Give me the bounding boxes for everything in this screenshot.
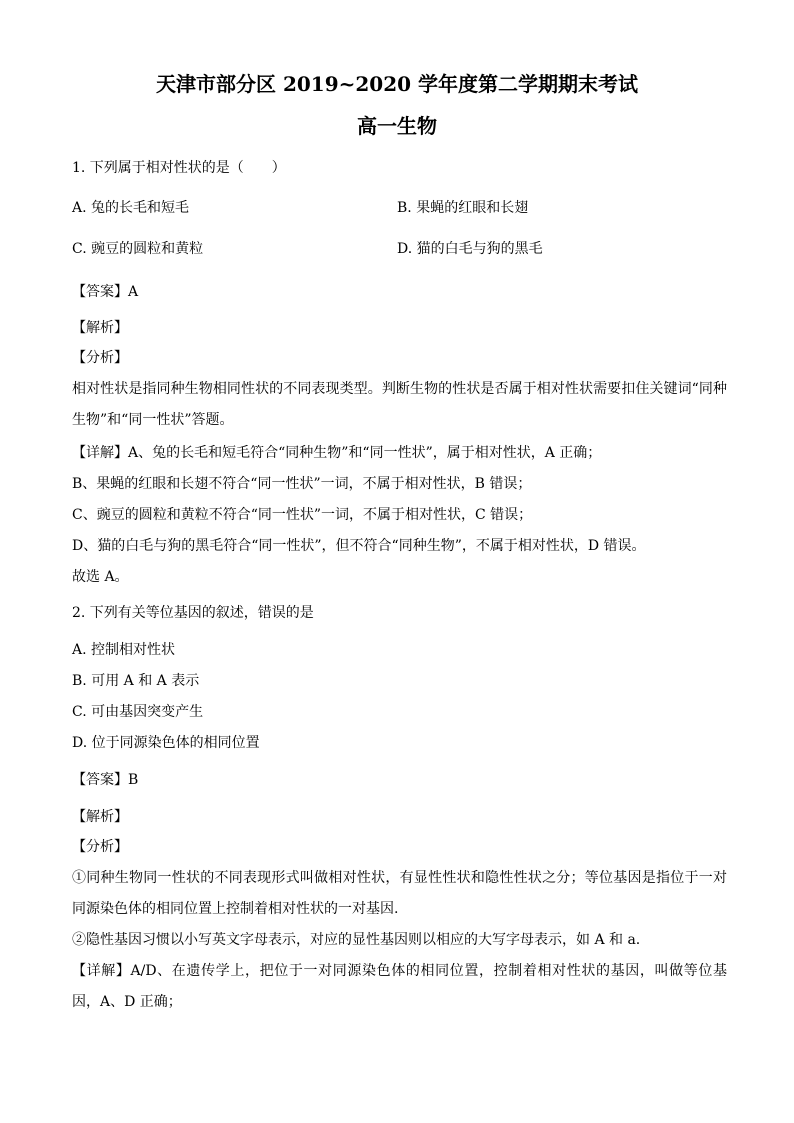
q1-detail-c: C、豌豆的圆粒和黄粒不符合“同一性状”一词，不属于相对性状，C 错误； bbox=[72, 507, 533, 523]
q1-detail-a: 【详解】A、兔的长毛和短毛符合“同种生物”和“同一性状”，属于相对性状，A 正确； bbox=[72, 445, 602, 461]
q2-option-c: C. 可由基因突变产生 bbox=[72, 704, 204, 720]
q2-detail-ad: 【详解】A/D、在遗传学上，把位于一对同源染色体的相同位置，控制着相对性状的基因，叫做等位基因，A、D 正确； bbox=[72, 963, 727, 1010]
q2-option-b: B. 可用 A 和 A 表示 bbox=[72, 673, 200, 689]
q1-detail-b: B、果蝇的红眼和长翅不符合“同一性状”一词，不属于相对性状，B 错误； bbox=[72, 476, 532, 492]
q1-fenxi-text: 相对性状是指同种生物相同性状的不同表现类型。判断生物的性状是否属于相对性状需要扣住关键词“同种生物”和“同一性状”答题。 bbox=[72, 381, 727, 428]
q1-option-b: B. 果蝇的红眼和长翅 bbox=[397, 200, 529, 216]
q1-option-c: C. 豌豆的圆粒和黄粒 bbox=[72, 241, 204, 257]
q1-stem: 1. 下列属于相对性状的是（ ） bbox=[72, 160, 286, 176]
q2-fenxi-label: 【分析】 bbox=[72, 839, 128, 855]
q2-answer: 【答案】B bbox=[72, 772, 139, 788]
q2-option-a: A. 控制相对性状 bbox=[72, 642, 176, 658]
q1-detail-d: D、猫的白毛与狗的黑毛符合“同一性状”，但不符合“同种生物”，不属于相对性状，D 错误。 bbox=[72, 538, 646, 554]
q1-fenxi-label: 【分析】 bbox=[72, 350, 128, 366]
q1-answer: 【答案】A bbox=[72, 284, 139, 300]
q2-point-2: ②隐性基因习惯以小写英文字母表示，对应的显性基因则以相应的大写字母表示，如 A 和 a. bbox=[72, 932, 641, 948]
q1-conclusion: 故选 A。 bbox=[72, 569, 129, 585]
exam-subtitle: 高一生物 bbox=[357, 114, 437, 138]
q1-option-a: A. 兔的长毛和短毛 bbox=[72, 200, 190, 216]
q1-option-d: D. 猫的白毛与狗的黑毛 bbox=[397, 241, 543, 257]
exam-title: 天津市部分区 2019~2020 学年度第二学期期末考试 bbox=[155, 72, 638, 96]
q2-stem: 2. 下列有关等位基因的叙述，错误的是 bbox=[72, 605, 314, 621]
q2-option-d: D. 位于同源染色体的相同位置 bbox=[72, 735, 260, 751]
q2-point-1: ①同种生物同一性状的不同表现形式叫做相对性状，有显性性状和隐性性状之分；等位基因是指位于一对同源染色体的相同位置上控制着相对性状的一对基因. bbox=[72, 870, 727, 917]
q2-analysis-label: 【解析】 bbox=[72, 809, 128, 825]
q1-analysis-label: 【解析】 bbox=[72, 320, 128, 336]
